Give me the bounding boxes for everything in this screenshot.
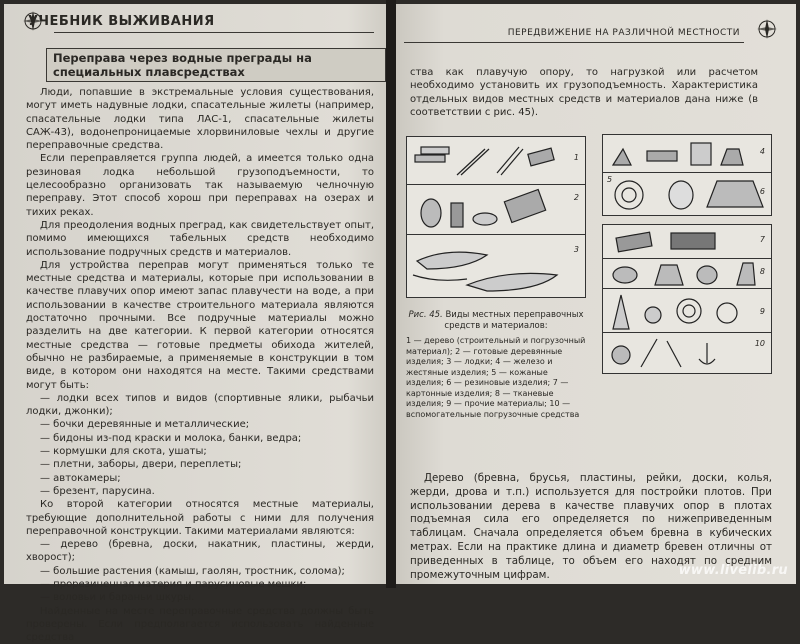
metal-items-illustration <box>603 135 771 173</box>
figure-panel-4 <box>602 134 772 174</box>
section-title: Переправа через водные преграды на специальных плавсредствах <box>46 48 386 82</box>
figure-panel-9 <box>602 288 772 334</box>
list-item: — автокамеры; <box>40 472 121 484</box>
running-header: УЧЕБНИК ВЫЖИВАНИЯ <box>28 14 215 29</box>
list-item: — бидоны из-под краски и молока, банки, ведра; <box>40 432 302 444</box>
cardboard-items-illustration <box>603 225 771 259</box>
paragraph: Найденные на месте переправочные средства должны быть проверены. Если предполагается использовать найденные средства <box>26 605 374 644</box>
figure-number: 3 <box>573 245 579 254</box>
list-item: — дерево (бревна, доски, накатник, пластины, жерди, хворост); <box>26 539 374 564</box>
paragraph: Люди, попавшие в экстремальные условия существования, могут иметь надувные лодки, спасательные жилеты (например, спасательные лодки типа ЛАС-1, спасательные жилеты САЖ-43), водонепроницаемые хлорвиниловые чехлы и другие переправочные средства. <box>26 87 374 152</box>
auxiliary-items-illustration <box>603 333 771 373</box>
figure-number: 6 <box>759 187 765 196</box>
wood-illustration <box>407 137 585 185</box>
left-page <box>4 4 386 644</box>
list-item: — прорезиненная материя и парусиновые мешки; <box>40 578 307 590</box>
left-body-text <box>26 86 374 644</box>
figure-panel-3 <box>406 234 586 298</box>
figure-panel-5-6 <box>602 172 772 216</box>
figure-panel-8 <box>602 258 772 290</box>
caption-figure-label: Рис. 45. <box>408 310 443 320</box>
figure-panel-2 <box>406 184 586 236</box>
running-header: ПЕРЕДВИЖЕНИЕ НА РАЗЛИЧНОЙ МЕСТНОСТИ <box>507 28 740 38</box>
list-item: — плетни, заборы, двери, переплеты; <box>40 459 242 471</box>
fabric-items-illustration <box>603 259 771 289</box>
book-spine <box>386 0 396 588</box>
figure-panel-1 <box>406 136 586 186</box>
figure-number: 4 <box>759 147 765 156</box>
other-materials-illustration <box>603 289 771 333</box>
figure-panel-10 <box>602 332 772 374</box>
watermark: www.livelib.ru <box>678 563 788 578</box>
list-item: — большие растения (камыш, гаолян, тростник, солома); <box>40 565 345 577</box>
paragraph: Ко второй категории относятся местные материалы, требующие дополнительной работы с ними для получения переправочной конструкции. Такими материалами являются: <box>26 499 374 537</box>
list-item: — воловьи и бараньи шкуры. <box>40 592 195 604</box>
right-page <box>396 4 796 584</box>
figure-number: 1 <box>573 153 579 162</box>
figure-number: 8 <box>759 267 765 276</box>
figure-number: 5 <box>607 175 613 184</box>
paragraph: Если переправляется группа людей, а имеется только одна резиновая лодка небольшой грузоподъемности, то целесообразно организовать так называемую челночную переправу. Этот способ хорош при переправах на озерах и тихих реках. <box>26 153 374 218</box>
header-rule <box>54 32 374 33</box>
boats-illustration <box>407 235 585 297</box>
right-top-text: ства как плавучую опору, то нагрузкой или расчетом необходимо установить их грузоподъемность. Характеристика отдельных видов местных средств и материалов дана ниже (в соответствии с рис. 45). <box>410 67 758 118</box>
paragraph: Для устройства переправ могут применяться только те местные средства и материалы, которые при использовании в качестве плавучих опор имеют запас плавучести на воде, а при использовании в качестве строительного материала являются достаточно прочными. Все подручные материалы можно разделить на две категории. К первой категории относятся местные средства — готовые предметы обихода жителей, обычно не разбираемые, а применяемые в конструкции в том виде, в котором они находятся на месте. Такими средствами могут быть: <box>26 259 374 391</box>
list-item: — брезент, парусина. <box>40 485 155 497</box>
paragraph: Для преодоления водных преград, как свидетельствует опыт, помимо имеющихся табельных средств необходимо использование подручных средств и материалов. <box>26 219 374 258</box>
caption-title <box>406 310 586 331</box>
wooden-items-illustration <box>407 185 585 235</box>
figure-panel-7 <box>602 224 772 260</box>
figure-number: 10 <box>754 339 765 348</box>
header-rule <box>404 42 744 43</box>
figure-number: 2 <box>573 193 579 202</box>
caption-figure-title: Виды местных переправочных средств и материалов: <box>444 310 584 331</box>
list-item: — лодки всех типов и видов (спортивные ялики, рыбачьи лодки, джонки); <box>26 392 374 418</box>
list-item: — бочки деревянные и металлические; <box>40 419 250 431</box>
figure-caption <box>406 310 586 420</box>
list-item: — кормушки для скота, ушаты; <box>40 446 207 458</box>
compass-icon <box>756 18 778 40</box>
caption-legend: 1 — дерево (строительный и погрузочный материал); 2 — готовые деревянные изделия; 3 — лодки; 4 — железо и жестяные изделия; 5 — кожаные изделия; 6 — резиновые изделия; 7 — картонные изделия; 8 — тканевые изделия; 9 — прочие материалы; 10 — вспомогательные погрузочные средства <box>406 336 586 419</box>
figure-number: 9 <box>759 307 765 316</box>
paragraph: Дерево (бревна, брусья, пластины, рейки, доски, колья, жерди, дрова и т.п.) используется для постройки плотов. При использовании дерева в качестве плавучих опор в плотах подъемная сила его определяется по нижеприведенным таблицам. Сначала определяется объем бревна в кубических метрах. Если на практике длина и диаметр бревен отличны от приведенных в таблице, то объем его находят по средним промежуточным цифрам. <box>410 472 772 581</box>
figure-number: 7 <box>759 235 765 244</box>
